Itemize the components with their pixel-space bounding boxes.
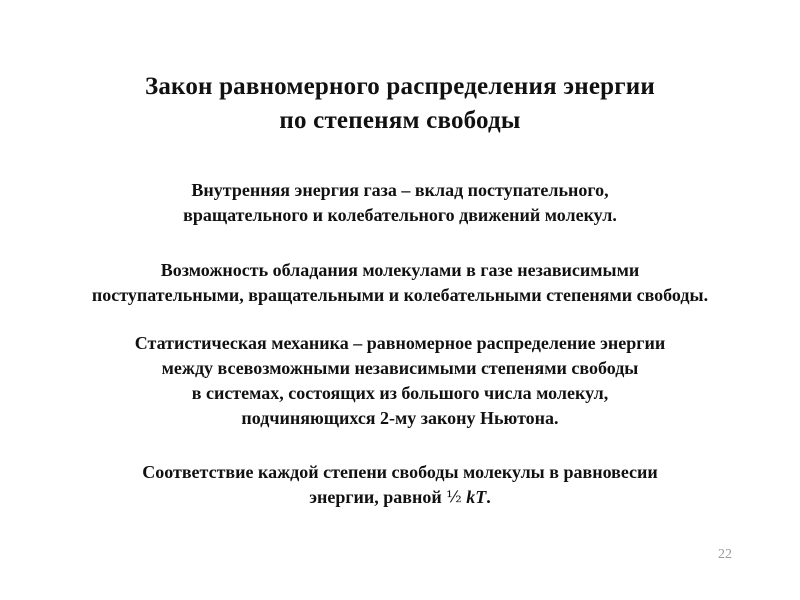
- paragraph-degrees-of-freedom-line-2: поступательными, вращательными и колебательными степенями свободы.: [91, 285, 709, 305]
- slide-title: [0, 70, 800, 138]
- page-number: 22: [718, 547, 732, 562]
- slide-title-line-1: Закон равномерного распределения энергии: [144, 73, 656, 100]
- energy-text-suffix: .: [486, 487, 491, 507]
- paragraph-energy-per-degree-line-2: [0, 485, 800, 510]
- paragraph-statistical-mechanics-line-2: между всевозможными независимыми степенями свободы: [161, 358, 639, 378]
- paragraph-internal-energy: [0, 178, 800, 228]
- half-fraction: ½: [446, 487, 462, 506]
- paragraph-energy-per-degree: [0, 460, 800, 510]
- kt-formula: kT: [466, 487, 487, 507]
- paragraph-statistical-mechanics: [0, 331, 800, 431]
- paragraph-statistical-mechanics-line-4: подчиняющихся 2-му закону Ньютона.: [241, 408, 559, 428]
- energy-text-prefix: энергии, равной: [309, 487, 447, 507]
- paragraph-degrees-of-freedom: [0, 258, 800, 308]
- paragraph-internal-energy-line-2: вращательного и колебательного движений молекул.: [183, 205, 617, 225]
- paragraph-statistical-mechanics-line-1: Статистическая механика – равномерное распределение энергии: [134, 333, 666, 353]
- paragraph-internal-energy-line-1: Внутренняя энергия газа – вклад поступательного,: [191, 180, 609, 200]
- paragraph-degrees-of-freedom-line-1: Возможность обладания молекулами в газе независимыми: [160, 260, 640, 280]
- paragraph-energy-per-degree-line-1: Соответствие каждой степени свободы молекулы в равновесии: [142, 462, 658, 482]
- paragraph-statistical-mechanics-line-3: в системах, состоящих из большого числа молекул,: [191, 383, 609, 403]
- slide-title-line-2: по степеням свободы: [279, 107, 521, 134]
